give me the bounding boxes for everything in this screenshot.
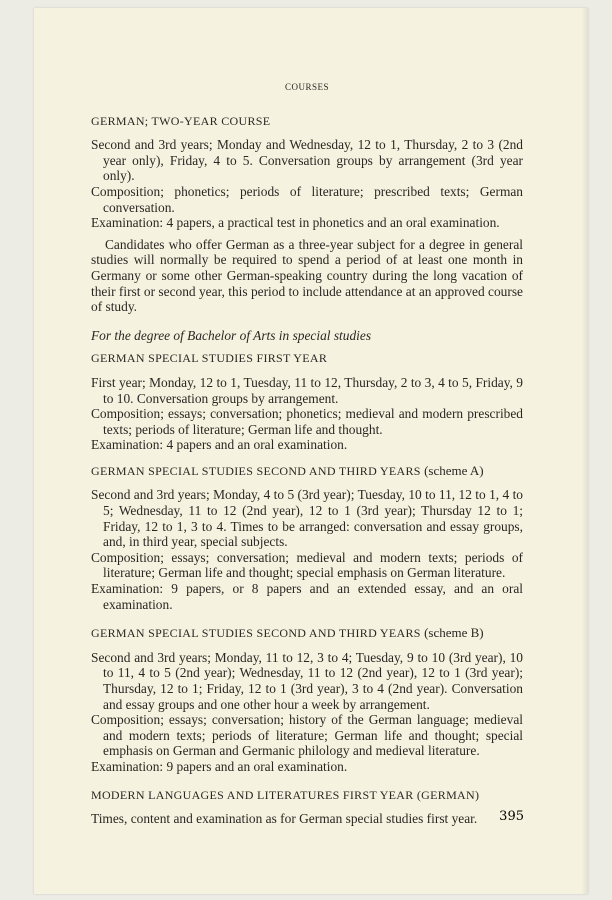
heading-text: GERMAN SPECIAL STUDIES SECOND AND THIRD YEARS — [91, 626, 421, 641]
section-heading: GERMAN SPECIAL STUDIES FIRST YEAR — [91, 351, 328, 366]
degree-subheading: For the degree of Bachelor of Arts in special studies — [91, 327, 372, 343]
content-line: Composition; essays; conversation; phonetics; medieval and modern prescribed texts; periods of literature; German life and thought. — [91, 406, 523, 437]
examination-line: Examination: 9 papers, or 8 papers and an extended essay, and an oral examination. — [91, 581, 523, 612]
examination-line: Examination: 9 papers and an oral examination. — [91, 758, 348, 774]
schedule-line: Second and 3rd years; Monday and Wednesday, 12 to 1, Thursday, 2 to 3 (2nd year only), Friday, 4 to 5. Conversation groups by arrangement (3rd year only). — [91, 137, 523, 184]
schedule-line: Second and 3rd years; Monday, 11 to 12, 3 to 4; Tuesday, 9 to 10 (3rd year), 10 to 11, 4 to 5 (2nd year); Wednesday, 11 to 12 (2nd year), 12 to 1 (3rd year); Thursday, 12 to 1; Friday, 12 to 1 (3rd year), 3 to 4 (2nd year). Conversation and essay groups and one other hour a week by arrangement. — [91, 649, 523, 712]
schedule-line: Second and 3rd years; Monday, 4 to 5 (3rd year); Tuesday, 10 to 11, 12 to 1, 4 to 5; Wednesday, 11 to 12 (2nd year), 12 to 1 (3rd year); Thursday 12 to 1; Friday, 12 to 1, 3 to 4. Times to be arranged: conversation and essay groups, and, in third year, special subjects. — [91, 487, 523, 550]
section-heading — [91, 625, 523, 642]
schedule-line: First year; Monday, 12 to 1, Tuesday, 11 to 12, Thursday, 2 to 3, 4 to 5, Friday, 9 to 10. Conversation groups by arrangement. — [91, 374, 523, 406]
section-special-scheme-a — [91, 463, 523, 612]
section-modern-languages — [91, 788, 523, 827]
scheme-label: (scheme A) — [424, 462, 484, 478]
running-head: COURSES — [284, 82, 329, 92]
examination-line: Examination: 4 papers, a practical test in phonetics and an oral examination. — [91, 215, 500, 231]
heading-text: GERMAN SPECIAL STUDIES SECOND AND THIRD YEARS — [91, 463, 421, 478]
content-line: Composition; essays; conversation; medieval and modern texts; periods of literature; German life and thought; special emphasis on German literature. — [91, 549, 523, 581]
section-heading: MODERN LANGUAGES AND LITERATURES FIRST YEAR (GERMAN) — [91, 787, 480, 802]
page-content — [91, 80, 523, 840]
scheme-label: (scheme B) — [424, 625, 484, 641]
content-line: Composition; phonetics; periods of literature; prescribed texts; German conversation. — [91, 183, 523, 215]
content-line: Composition; essays; conversation; history of the German language; medieval and modern texts; periods of literature; German life and thought; special emphasis on German and Germanic philology and medieval literature. — [91, 712, 523, 759]
candidates-note: Candidates who offer German as a three-year subject for a degree in general studies will normally be required to spend a period of at least one month in Germany or some other German-speaking country during the long vacation of their first or second year, this period to include attendance at an approved course of study. — [91, 236, 523, 315]
section-german-two-year — [91, 114, 523, 315]
book-page — [34, 8, 588, 894]
section-special-first-year — [91, 328, 523, 453]
section-heading — [91, 463, 523, 480]
page-number: 395 — [499, 809, 524, 824]
description-line: Times, content and examination as for German special studies first year. — [91, 811, 478, 827]
section-special-scheme-b — [91, 625, 523, 774]
examination-line: Examination: 4 papers and an oral examination. — [91, 437, 348, 453]
section-heading: GERMAN; TWO-YEAR COURSE — [91, 113, 271, 128]
